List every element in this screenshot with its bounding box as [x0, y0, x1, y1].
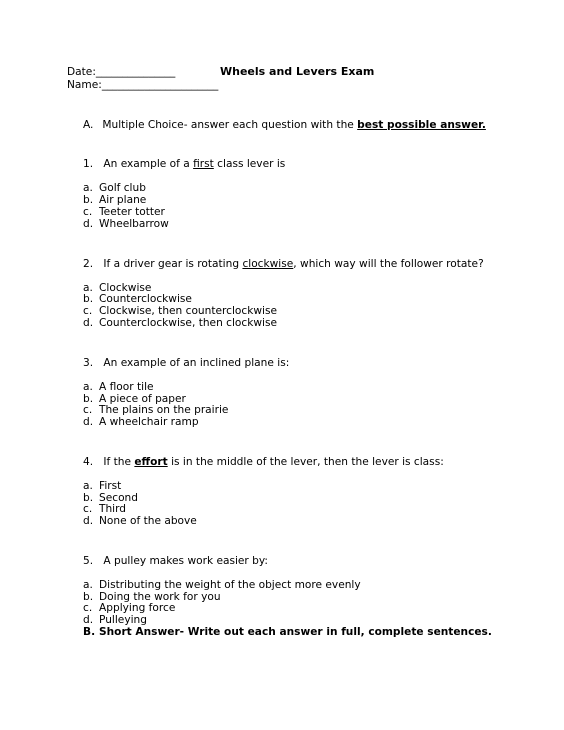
option-letter: c. [83, 404, 93, 416]
question-5-option-c [83, 602, 175, 614]
section-a-text: Multiple Choice- answer each question with the [102, 119, 358, 131]
option-text: Clockwise [99, 282, 152, 294]
option-text: Teeter totter [99, 206, 165, 218]
section-a-emphasis: best possible answer. [357, 119, 486, 131]
option-text: The plains on the prairie [99, 404, 229, 416]
option-letter: a. [83, 381, 93, 393]
option-text: A wheelchair ramp [99, 416, 199, 428]
question-1-option-a [83, 182, 146, 194]
question-5-option-a [83, 579, 361, 591]
question-5-option-d [83, 614, 147, 626]
question-1-option-d [83, 218, 169, 230]
option-text: Wheelbarrow [99, 218, 169, 230]
option-text: Doing the work for you [99, 591, 221, 603]
option-letter: b. [83, 492, 94, 504]
option-text: Second [99, 492, 138, 504]
question-number: 5. [83, 555, 94, 567]
option-text: Applying force [99, 602, 176, 614]
option-letter: a. [83, 579, 93, 591]
question-text-end: class lever is [213, 158, 286, 170]
question-text-end: , which way will the follower rotate? [293, 258, 484, 270]
question-text: A pulley makes work easier by: [103, 555, 268, 567]
question-number: 4. [83, 456, 94, 468]
option-text: Air plane [99, 194, 147, 206]
option-letter: b. [83, 293, 94, 305]
question-2-option-d [83, 317, 277, 329]
question-3-option-a [83, 381, 154, 393]
option-letter: d. [83, 515, 94, 527]
option-text: Pulleying [99, 614, 147, 626]
option-letter: d. [83, 416, 94, 428]
date-field-label: Date:_______________ [67, 66, 176, 78]
section-b-heading [83, 626, 492, 638]
option-letter: a. [83, 182, 93, 194]
section-b-label: B. [83, 626, 96, 638]
option-text: Third [99, 503, 127, 515]
question-number: 2. [83, 258, 94, 270]
name-field-label: Name:______________________ [67, 79, 219, 91]
question-3-option-c [83, 404, 228, 416]
option-letter: d. [83, 614, 94, 626]
question-4-option-d [83, 515, 197, 527]
option-letter: c. [83, 602, 93, 614]
option-letter: a. [83, 282, 93, 294]
question-1-option-b [83, 194, 146, 206]
question-text: An example of an inclined plane is: [103, 357, 290, 369]
option-letter: c. [83, 305, 93, 317]
page-title: Wheels and Levers Exam [220, 65, 375, 78]
option-letter: b. [83, 393, 94, 405]
question-1-option-c [83, 206, 165, 218]
section-b-text: Short Answer- Write out each answer in full, complete sentences. [99, 626, 492, 638]
question-4-option-c [83, 503, 126, 515]
option-letter: a. [83, 480, 93, 492]
option-letter: d. [83, 218, 94, 230]
option-letter: b. [83, 194, 94, 206]
option-text: Clockwise, then counterclockwise [99, 305, 278, 317]
section-a-heading [83, 119, 486, 131]
option-letter: c. [83, 503, 93, 515]
question-number: 1. [83, 158, 94, 170]
question-emphasis: clockwise [242, 258, 294, 270]
option-text: Golf club [99, 182, 146, 194]
question-text: If the [103, 456, 135, 468]
option-text: Counterclockwise, then clockwise [99, 317, 278, 329]
question-1 [83, 158, 285, 170]
question-2-option-c [83, 305, 277, 317]
question-4 [83, 456, 444, 468]
question-text: An example of a [103, 158, 194, 170]
question-2 [83, 258, 484, 270]
option-text: None of the above [99, 515, 197, 527]
option-text: A floor tile [99, 381, 154, 393]
option-text: Counterclockwise [99, 293, 192, 305]
question-text: If a driver gear is rotating [103, 258, 243, 270]
section-a-label: A. [83, 119, 94, 131]
option-letter: c. [83, 206, 93, 218]
question-2-option-b [83, 293, 192, 305]
question-5 [83, 555, 268, 567]
question-text-end: is in the middle of the lever, then the lever is class: [167, 456, 444, 468]
question-3 [83, 357, 289, 369]
option-text: First [99, 480, 122, 492]
question-emphasis: first [193, 158, 214, 170]
question-3-option-d [83, 416, 199, 428]
option-text: A piece of paper [99, 393, 186, 405]
question-number: 3. [83, 357, 94, 369]
question-emphasis: effort [134, 456, 168, 468]
option-letter: d. [83, 317, 94, 329]
option-text: Distributing the weight of the object more evenly [99, 579, 361, 591]
question-4-option-a [83, 480, 121, 492]
option-letter: b. [83, 591, 94, 603]
